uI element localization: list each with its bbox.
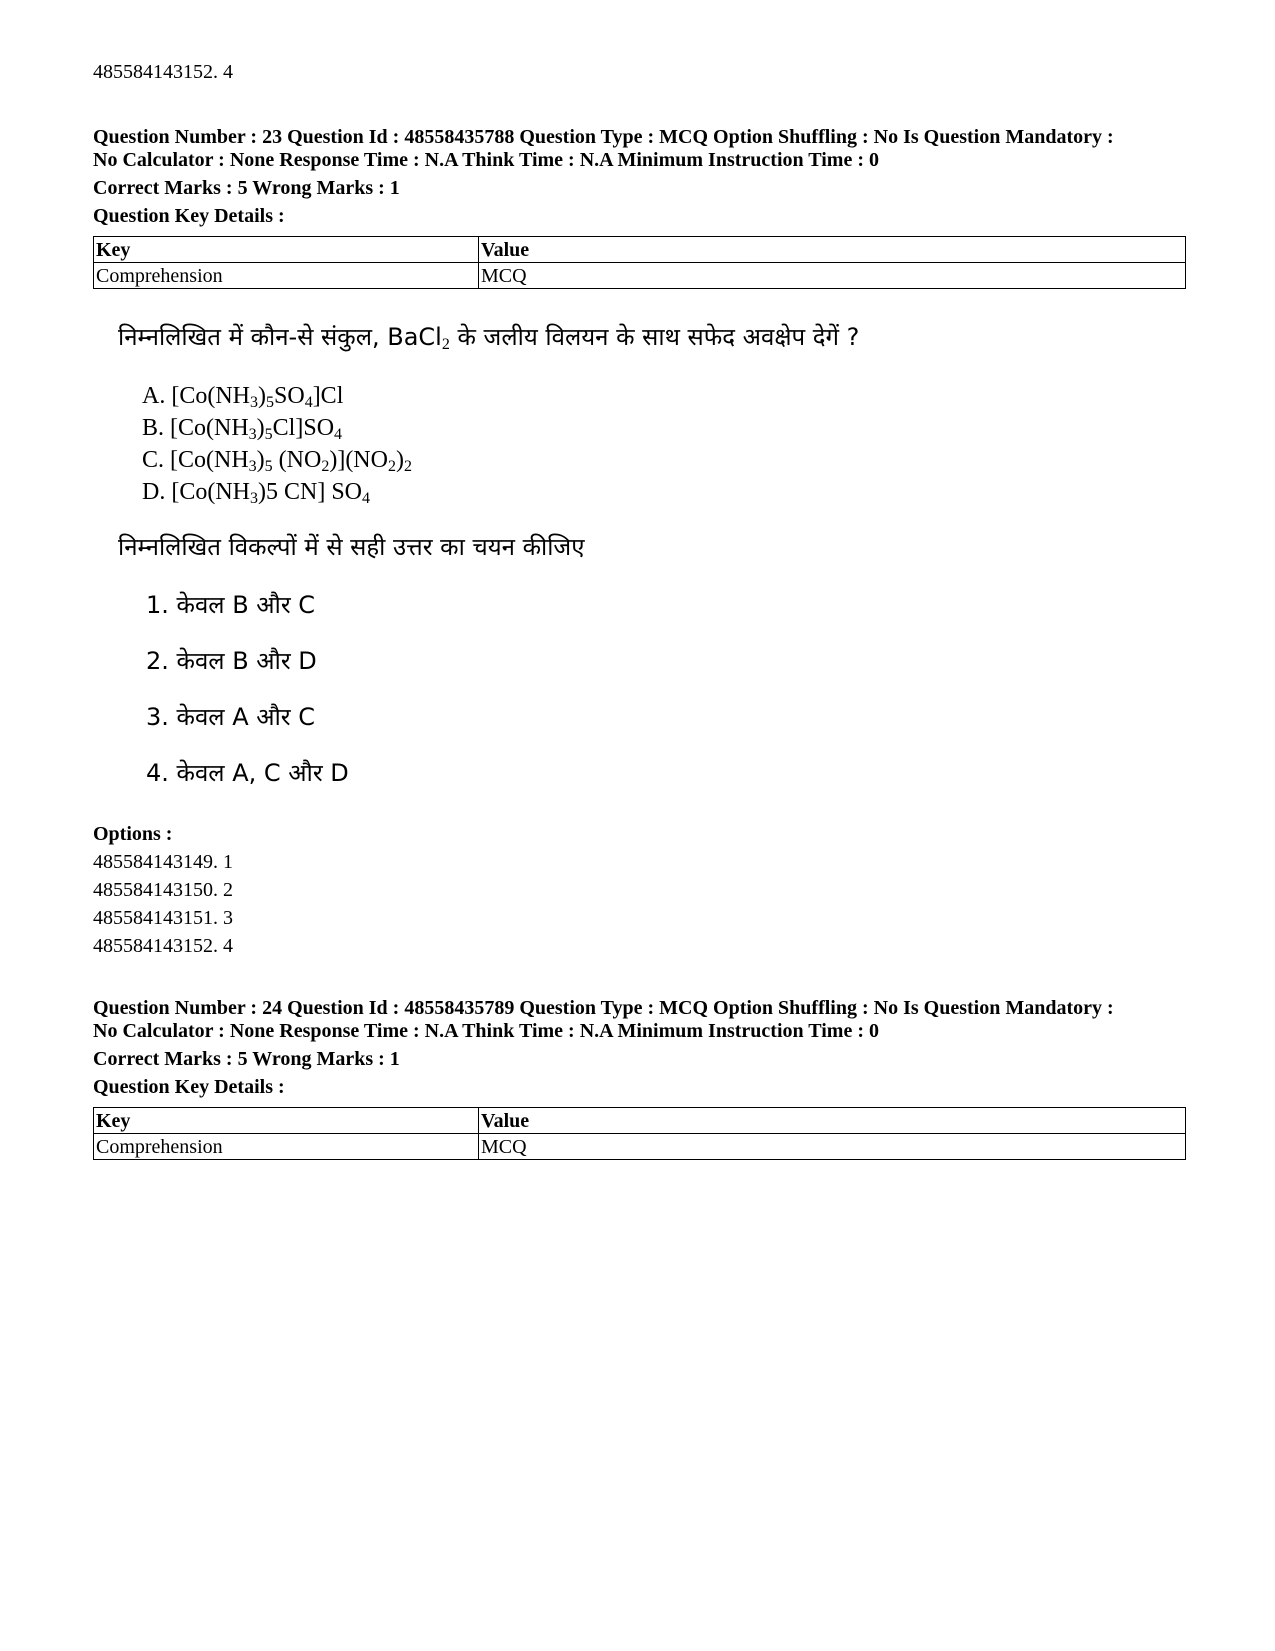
complex-d: D. [$Co(NH_3)5$ CN] $SO_4$	[142, 479, 371, 507]
option-line: 485584143151. 3	[93, 907, 233, 929]
complex-c: C. [$Co(NH_3)_5$ $(NO_2)](NO_2)_2$	[142, 447, 412, 475]
option-line: 485584143152. 4	[93, 935, 233, 957]
q23-options-label: Options :	[93, 823, 173, 845]
q24-marks: Correct Marks : 5 Wrong Marks : 1	[93, 1048, 400, 1070]
choice-2: 2. केवल B और D	[146, 647, 317, 675]
choice-1: 1. केवल B और C	[146, 591, 316, 619]
q23-key-details-label: Question Key Details :	[93, 205, 285, 227]
table-row	[94, 1134, 1186, 1160]
choice-4: 4. केवल A, C और D	[146, 759, 349, 787]
q23-meta-line-2: No Calculator : None Response Time : N.A Think Time : N.A Minimum Instruction Time : 0	[93, 149, 879, 171]
q24-meta-line-1: Question Number : 24 Question Id : 48558435789 Question Type : MCQ Option Shuffling : No Is Question Mandatory :	[93, 997, 1114, 1019]
key-cell: Comprehension	[94, 1134, 479, 1160]
key-cell: Comprehension	[94, 263, 479, 289]
q23-meta-line-1: Question Number : 23 Question Id : 48558435788 Question Type : MCQ Option Shuffling : No Is Question Mandatory :	[93, 126, 1114, 148]
complex-b: B. $[Co(NH_3)_5Cl]SO_4$	[142, 415, 343, 443]
q23-marks: Correct Marks : 5 Wrong Marks : 1	[93, 177, 400, 199]
table-header-row	[94, 237, 1186, 263]
value-header: Value	[479, 1108, 1186, 1134]
choice-3: 3. केवल A और C	[146, 703, 316, 731]
value-cell: MCQ	[479, 1134, 1186, 1160]
value-header: Value	[479, 237, 1186, 263]
value-cell: MCQ	[479, 263, 1186, 289]
option-line: 485584143149. 1	[93, 851, 233, 873]
option-line: 485584143150. 2	[93, 879, 233, 901]
table-row	[94, 263, 1186, 289]
q23-instruction: निम्नलिखित विकल्पों में से सही उत्तर का चयन कीजिए	[118, 533, 585, 561]
q24-meta-line-2: No Calculator : None Response Time : N.A Think Time : N.A Minimum Instruction Time : 0	[93, 1020, 879, 1042]
q23-question-text: निम्नलिखित में कौन-से संकुल, BaCl$_2$ के जलीय विलयन के साथ सफेद अवक्षेप देगें ?	[118, 323, 860, 353]
key-header: Key	[94, 1108, 479, 1134]
q24-key-details-label: Question Key Details :	[93, 1076, 285, 1098]
table-header-row	[94, 1108, 1186, 1134]
previous-option-line: 485584143152. 4	[93, 61, 233, 83]
q24-key-table	[93, 1107, 1186, 1160]
complex-a: A. $[Co(NH_3)_5SO_4]Cl$	[142, 383, 344, 411]
key-header: Key	[94, 237, 479, 263]
q23-key-table	[93, 236, 1186, 289]
